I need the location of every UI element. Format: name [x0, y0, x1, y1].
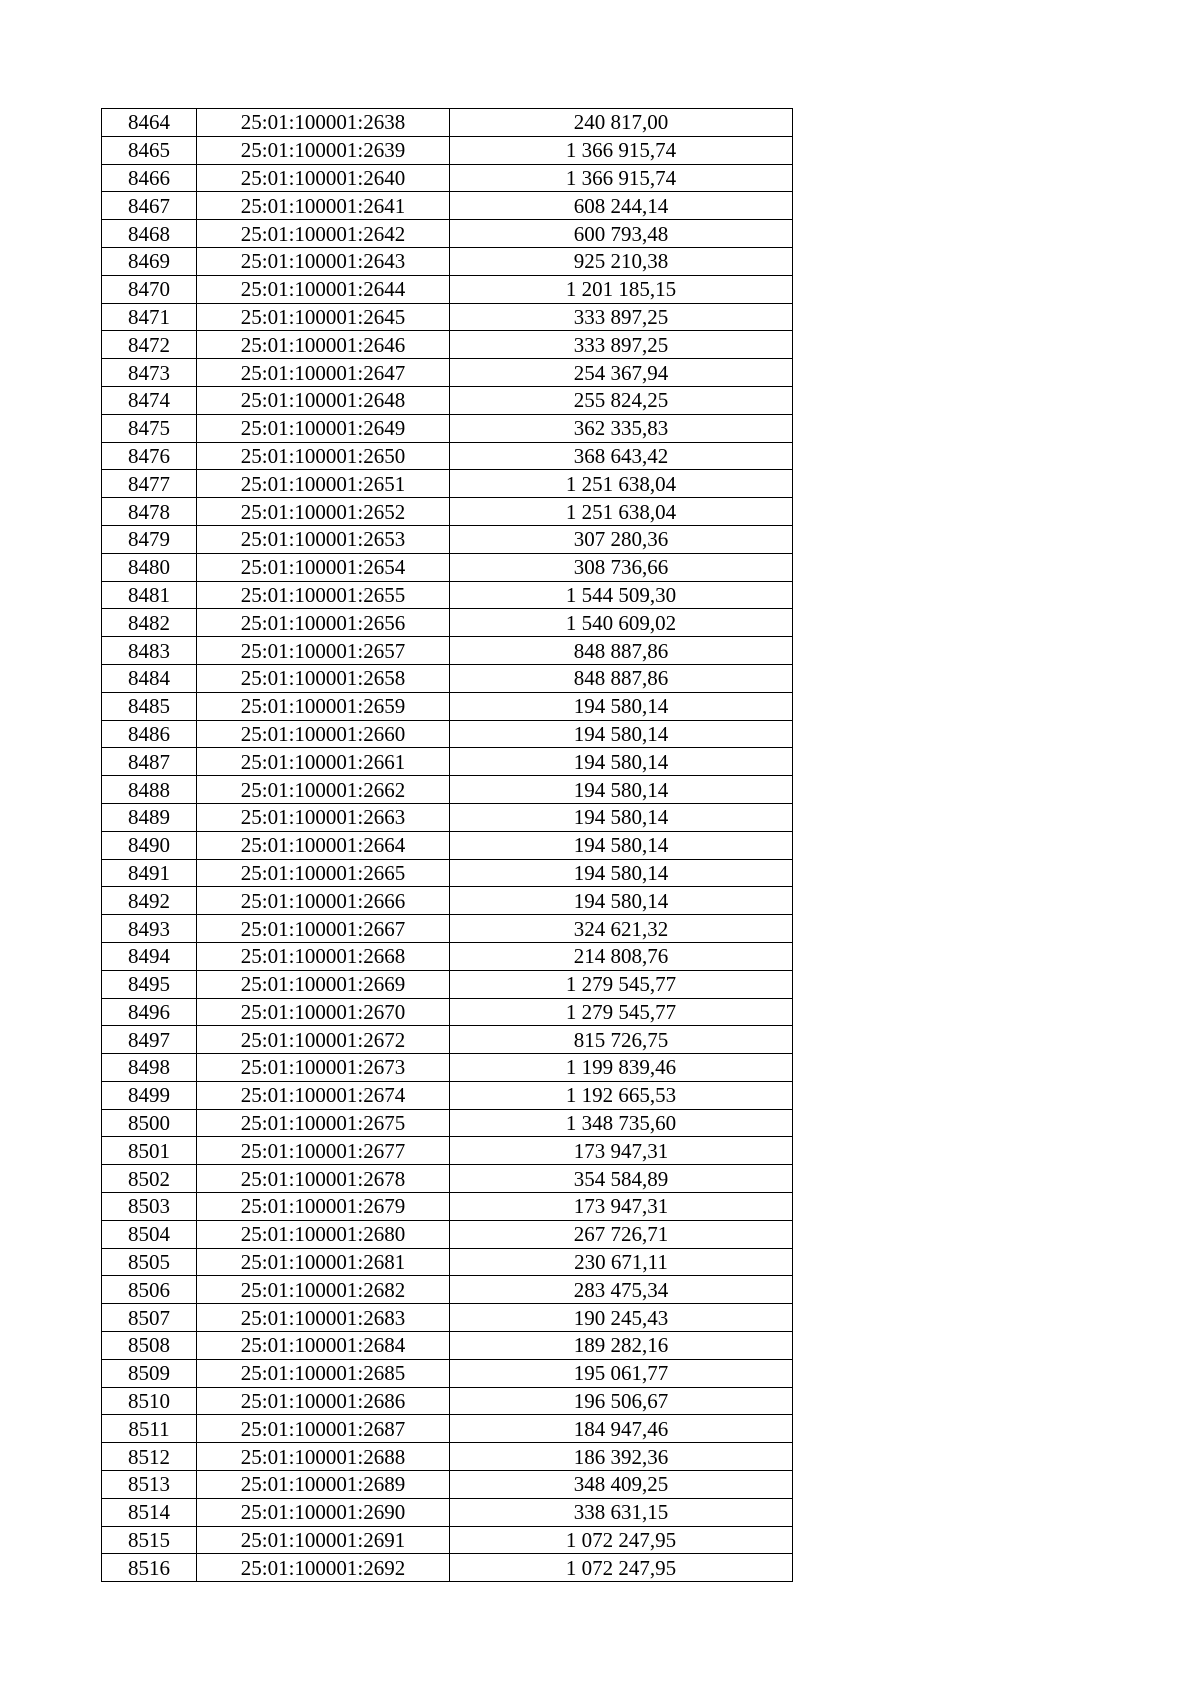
row-number-cell: 8470 [102, 275, 197, 303]
cadastral-number-cell: 25:01:100001:2647 [197, 359, 450, 387]
row-number-cell: 8501 [102, 1137, 197, 1165]
row-number-cell: 8479 [102, 525, 197, 553]
cadastral-value-cell: 815 726,75 [450, 1026, 793, 1054]
cadastral-number-cell: 25:01:100001:2684 [197, 1332, 450, 1360]
cadastral-value-cell: 184 947,46 [450, 1415, 793, 1443]
row-number-cell: 8515 [102, 1526, 197, 1554]
row-number-cell: 8490 [102, 831, 197, 859]
cadastral-value-cell: 338 631,15 [450, 1498, 793, 1526]
row-number-cell: 8465 [102, 136, 197, 164]
table-row [102, 942, 793, 970]
table-row [102, 1471, 793, 1499]
row-number-cell: 8503 [102, 1193, 197, 1221]
cadastral-number-cell: 25:01:100001:2680 [197, 1220, 450, 1248]
cadastral-value-cell: 333 897,25 [450, 303, 793, 331]
table-row [102, 1220, 793, 1248]
cadastral-number-cell: 25:01:100001:2645 [197, 303, 450, 331]
cadastral-value-cell: 196 506,67 [450, 1387, 793, 1415]
row-number-cell: 8484 [102, 664, 197, 692]
cadastral-value-cell: 848 887,86 [450, 637, 793, 665]
cadastral-value-cell: 194 580,14 [450, 748, 793, 776]
cadastral-number-cell: 25:01:100001:2685 [197, 1359, 450, 1387]
cadastral-value-cell: 189 282,16 [450, 1332, 793, 1360]
table-row [102, 915, 793, 943]
table-body [102, 109, 793, 1582]
cadastral-number-cell: 25:01:100001:2660 [197, 720, 450, 748]
cadastral-number-cell: 25:01:100001:2656 [197, 609, 450, 637]
row-number-cell: 8492 [102, 887, 197, 915]
cadastral-number-cell: 25:01:100001:2672 [197, 1026, 450, 1054]
cadastral-number-cell: 25:01:100001:2665 [197, 859, 450, 887]
row-number-cell: 8487 [102, 748, 197, 776]
cadastral-number-cell: 25:01:100001:2658 [197, 664, 450, 692]
table-row [102, 1498, 793, 1526]
row-number-cell: 8509 [102, 1359, 197, 1387]
table-row [102, 1193, 793, 1221]
row-number-cell: 8499 [102, 1081, 197, 1109]
cadastral-value-cell: 1 279 545,77 [450, 970, 793, 998]
cadastral-value-cell: 324 621,32 [450, 915, 793, 943]
table-row [102, 303, 793, 331]
cadastral-value-cell: 368 643,42 [450, 442, 793, 470]
table-row [102, 1304, 793, 1332]
cadastral-number-cell: 25:01:100001:2677 [197, 1137, 450, 1165]
cadastral-value-cell: 1 192 665,53 [450, 1081, 793, 1109]
table-row [102, 970, 793, 998]
table-row [102, 359, 793, 387]
table-row [102, 553, 793, 581]
row-number-cell: 8474 [102, 386, 197, 414]
cadastral-number-cell: 25:01:100001:2639 [197, 136, 450, 164]
cadastral-value-cell: 194 580,14 [450, 776, 793, 804]
cadastral-number-cell: 25:01:100001:2669 [197, 970, 450, 998]
table-row [102, 692, 793, 720]
cadastral-number-cell: 25:01:100001:2661 [197, 748, 450, 776]
table-row [102, 1387, 793, 1415]
cadastral-number-cell: 25:01:100001:2678 [197, 1165, 450, 1193]
table-row [102, 998, 793, 1026]
cadastral-value-cell: 348 409,25 [450, 1471, 793, 1499]
cadastral-value-cell: 1 279 545,77 [450, 998, 793, 1026]
row-number-cell: 8502 [102, 1165, 197, 1193]
cadastral-value-cell: 608 244,14 [450, 192, 793, 220]
cadastral-value-cell: 848 887,86 [450, 664, 793, 692]
table-row [102, 136, 793, 164]
row-number-cell: 8471 [102, 303, 197, 331]
table-row [102, 220, 793, 248]
row-number-cell: 8498 [102, 1054, 197, 1082]
cadastral-value-cell: 254 367,94 [450, 359, 793, 387]
cadastral-value-cell: 255 824,25 [450, 386, 793, 414]
row-number-cell: 8505 [102, 1248, 197, 1276]
row-number-cell: 8478 [102, 498, 197, 526]
cadastral-value-cell: 354 584,89 [450, 1165, 793, 1193]
row-number-cell: 8475 [102, 414, 197, 442]
cadastral-number-cell: 25:01:100001:2687 [197, 1415, 450, 1443]
row-number-cell: 8467 [102, 192, 197, 220]
table-row [102, 1526, 793, 1554]
row-number-cell: 8491 [102, 859, 197, 887]
cadastral-number-cell: 25:01:100001:2646 [197, 331, 450, 359]
table-row [102, 442, 793, 470]
cadastral-value-cell: 1 540 609,02 [450, 609, 793, 637]
cadastral-value-cell: 925 210,38 [450, 247, 793, 275]
cadastral-value-cell: 190 245,43 [450, 1304, 793, 1332]
cadastral-value-cell: 1 348 735,60 [450, 1109, 793, 1137]
table-row [102, 331, 793, 359]
row-number-cell: 8485 [102, 692, 197, 720]
table-row [102, 664, 793, 692]
table-row [102, 1109, 793, 1137]
table-row [102, 1276, 793, 1304]
cadastral-value-cell: 267 726,71 [450, 1220, 793, 1248]
cadastral-number-cell: 25:01:100001:2662 [197, 776, 450, 804]
table-row [102, 192, 793, 220]
cadastral-number-cell: 25:01:100001:2664 [197, 831, 450, 859]
cadastral-value-cell: 240 817,00 [450, 109, 793, 137]
row-number-cell: 8472 [102, 331, 197, 359]
table-row [102, 1359, 793, 1387]
table-row [102, 859, 793, 887]
table-row [102, 1554, 793, 1582]
table-row [102, 1137, 793, 1165]
row-number-cell: 8488 [102, 776, 197, 804]
cadastral-value-cell: 194 580,14 [450, 803, 793, 831]
table-row [102, 525, 793, 553]
row-number-cell: 8483 [102, 637, 197, 665]
cadastral-value-cell: 194 580,14 [450, 831, 793, 859]
row-number-cell: 8510 [102, 1387, 197, 1415]
cadastral-value-cell: 1 544 509,30 [450, 581, 793, 609]
cadastral-number-cell: 25:01:100001:2679 [197, 1193, 450, 1221]
cadastral-number-cell: 25:01:100001:2683 [197, 1304, 450, 1332]
cadastral-number-cell: 25:01:100001:2655 [197, 581, 450, 609]
cadastral-number-cell: 25:01:100001:2682 [197, 1276, 450, 1304]
cadastral-value-cell: 362 335,83 [450, 414, 793, 442]
cadastral-number-cell: 25:01:100001:2689 [197, 1471, 450, 1499]
row-number-cell: 8482 [102, 609, 197, 637]
row-number-cell: 8495 [102, 970, 197, 998]
row-number-cell: 8506 [102, 1276, 197, 1304]
cadastral-value-cell: 1 251 638,04 [450, 470, 793, 498]
cadastral-value-cell: 1 366 915,74 [450, 136, 793, 164]
cadastral-number-cell: 25:01:100001:2640 [197, 164, 450, 192]
row-number-cell: 8477 [102, 470, 197, 498]
cadastral-number-cell: 25:01:100001:2652 [197, 498, 450, 526]
cadastral-number-cell: 25:01:100001:2674 [197, 1081, 450, 1109]
row-number-cell: 8500 [102, 1109, 197, 1137]
cadastral-value-cell: 283 475,34 [450, 1276, 793, 1304]
cadastral-number-cell: 25:01:100001:2686 [197, 1387, 450, 1415]
cadastral-number-cell: 25:01:100001:2692 [197, 1554, 450, 1582]
cadastral-number-cell: 25:01:100001:2670 [197, 998, 450, 1026]
cadastral-value-cell: 194 580,14 [450, 692, 793, 720]
cadastral-number-cell: 25:01:100001:2650 [197, 442, 450, 470]
table-row [102, 1415, 793, 1443]
row-number-cell: 8514 [102, 1498, 197, 1526]
table-row [102, 637, 793, 665]
row-number-cell: 8494 [102, 942, 197, 970]
cadastral-number-cell: 25:01:100001:2638 [197, 109, 450, 137]
cadastral-value-cell: 1 366 915,74 [450, 164, 793, 192]
row-number-cell: 8496 [102, 998, 197, 1026]
cadastral-value-cell: 173 947,31 [450, 1193, 793, 1221]
row-number-cell: 8480 [102, 553, 197, 581]
table-row [102, 1332, 793, 1360]
cadastral-value-cell: 600 793,48 [450, 220, 793, 248]
cadastral-value-table [101, 108, 793, 1582]
table-row [102, 1026, 793, 1054]
table-row [102, 776, 793, 804]
table-row [102, 1165, 793, 1193]
cadastral-number-cell: 25:01:100001:2663 [197, 803, 450, 831]
cadastral-value-cell: 230 671,11 [450, 1248, 793, 1276]
cadastral-value-cell: 194 580,14 [450, 887, 793, 915]
table-row [102, 247, 793, 275]
table-row [102, 414, 793, 442]
cadastral-value-cell: 1 201 185,15 [450, 275, 793, 303]
row-number-cell: 8508 [102, 1332, 197, 1360]
cadastral-number-cell: 25:01:100001:2643 [197, 247, 450, 275]
cadastral-value-cell: 173 947,31 [450, 1137, 793, 1165]
cadastral-number-cell: 25:01:100001:2653 [197, 525, 450, 553]
cadastral-number-cell: 25:01:100001:2654 [197, 553, 450, 581]
row-number-cell: 8469 [102, 247, 197, 275]
table-row [102, 275, 793, 303]
table-row [102, 1443, 793, 1471]
table-row [102, 803, 793, 831]
row-number-cell: 8512 [102, 1443, 197, 1471]
table-row [102, 470, 793, 498]
cadastral-number-cell: 25:01:100001:2644 [197, 275, 450, 303]
cadastral-number-cell: 25:01:100001:2688 [197, 1443, 450, 1471]
cadastral-number-cell: 25:01:100001:2657 [197, 637, 450, 665]
cadastral-number-cell: 25:01:100001:2651 [197, 470, 450, 498]
table-row [102, 164, 793, 192]
cadastral-number-cell: 25:01:100001:2668 [197, 942, 450, 970]
row-number-cell: 8516 [102, 1554, 197, 1582]
cadastral-value-cell: 1 199 839,46 [450, 1054, 793, 1082]
cadastral-value-cell: 307 280,36 [450, 525, 793, 553]
row-number-cell: 8468 [102, 220, 197, 248]
table-row [102, 831, 793, 859]
cadastral-value-cell: 186 392,36 [450, 1443, 793, 1471]
row-number-cell: 8464 [102, 109, 197, 137]
table-row [102, 1248, 793, 1276]
cadastral-number-cell: 25:01:100001:2649 [197, 414, 450, 442]
table-row [102, 386, 793, 414]
row-number-cell: 8507 [102, 1304, 197, 1332]
row-number-cell: 8466 [102, 164, 197, 192]
table-row [102, 609, 793, 637]
row-number-cell: 8497 [102, 1026, 197, 1054]
cadastral-number-cell: 25:01:100001:2667 [197, 915, 450, 943]
cadastral-number-cell: 25:01:100001:2681 [197, 1248, 450, 1276]
row-number-cell: 8511 [102, 1415, 197, 1443]
row-number-cell: 8513 [102, 1471, 197, 1499]
cadastral-number-cell: 25:01:100001:2673 [197, 1054, 450, 1082]
cadastral-value-cell: 194 580,14 [450, 859, 793, 887]
row-number-cell: 8489 [102, 803, 197, 831]
cadastral-value-cell: 1 072 247,95 [450, 1526, 793, 1554]
table-row [102, 748, 793, 776]
table-row [102, 1081, 793, 1109]
cadastral-value-cell: 333 897,25 [450, 331, 793, 359]
cadastral-number-cell: 25:01:100001:2659 [197, 692, 450, 720]
cadastral-value-cell: 195 061,77 [450, 1359, 793, 1387]
table-row [102, 720, 793, 748]
table-row [102, 1054, 793, 1082]
cadastral-number-cell: 25:01:100001:2691 [197, 1526, 450, 1554]
cadastral-number-cell: 25:01:100001:2641 [197, 192, 450, 220]
table-row [102, 887, 793, 915]
cadastral-value-cell: 1 072 247,95 [450, 1554, 793, 1582]
row-number-cell: 8493 [102, 915, 197, 943]
table-row [102, 581, 793, 609]
cadastral-value-cell: 194 580,14 [450, 720, 793, 748]
cadastral-number-cell: 25:01:100001:2690 [197, 1498, 450, 1526]
cadastral-number-cell: 25:01:100001:2666 [197, 887, 450, 915]
row-number-cell: 8481 [102, 581, 197, 609]
row-number-cell: 8473 [102, 359, 197, 387]
table-row [102, 498, 793, 526]
cadastral-number-cell: 25:01:100001:2648 [197, 386, 450, 414]
row-number-cell: 8486 [102, 720, 197, 748]
row-number-cell: 8504 [102, 1220, 197, 1248]
table-row [102, 109, 793, 137]
cadastral-value-cell: 1 251 638,04 [450, 498, 793, 526]
cadastral-number-cell: 25:01:100001:2642 [197, 220, 450, 248]
cadastral-number-cell: 25:01:100001:2675 [197, 1109, 450, 1137]
row-number-cell: 8476 [102, 442, 197, 470]
cadastral-value-cell: 214 808,76 [450, 942, 793, 970]
cadastral-value-cell: 308 736,66 [450, 553, 793, 581]
